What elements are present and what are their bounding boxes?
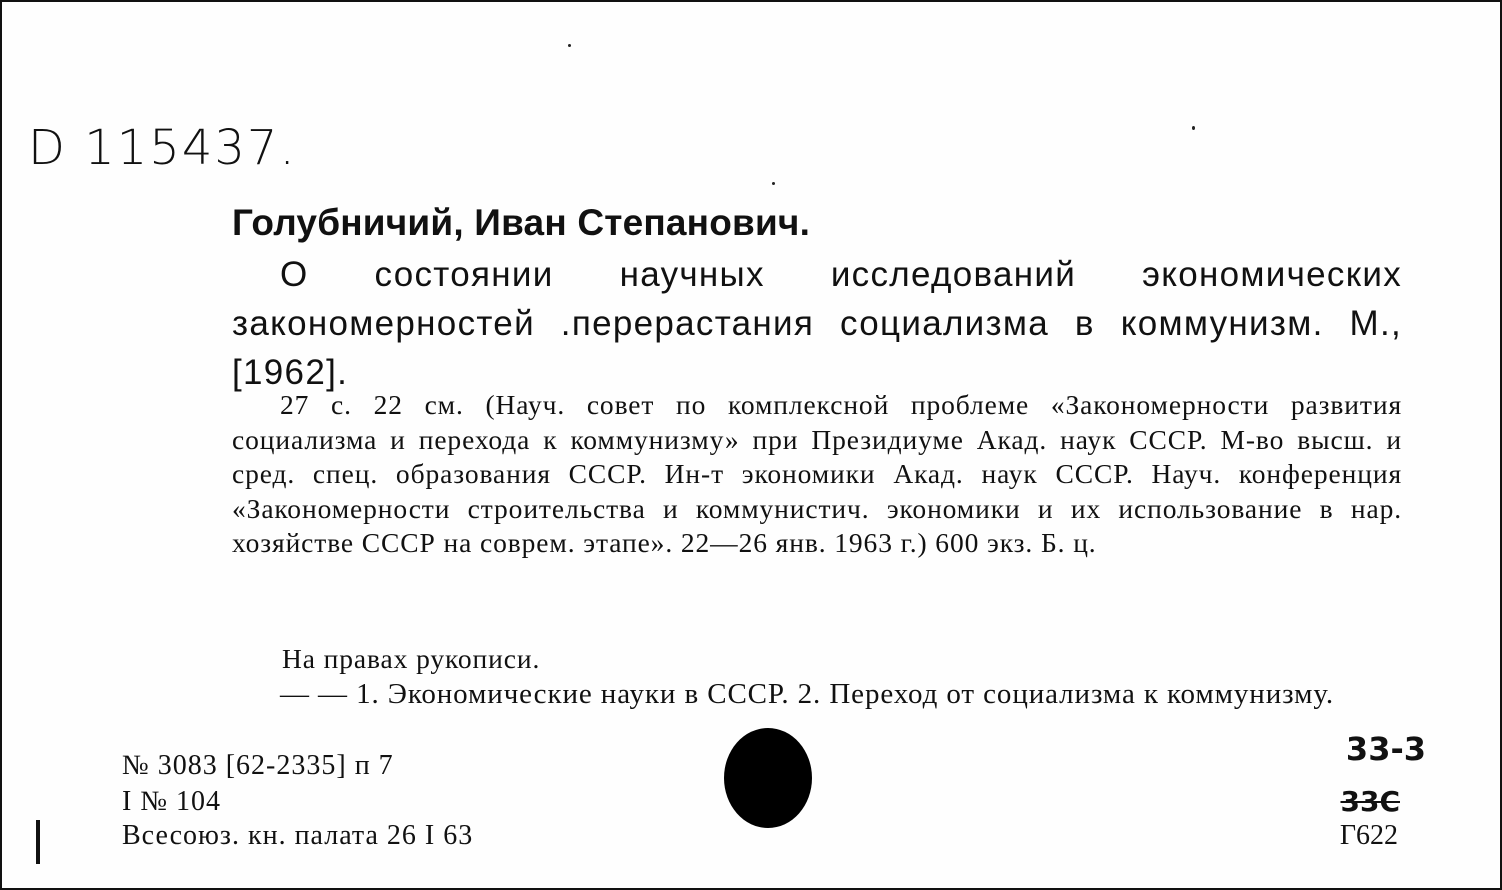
crossed-code: 33С bbox=[1340, 785, 1400, 818]
call-number: D 115437. bbox=[28, 120, 297, 176]
author-heading: Голубничий, Иван Степанович. bbox=[232, 202, 811, 243]
title-text: О состоянии научных исследований экономических закономерностей .перерастания социализма в коммунизм. М., [1962]. bbox=[232, 255, 1402, 392]
edge-mark bbox=[36, 820, 40, 864]
subject-headings: — — 1. Экономические науки в СССР. 2. Переход от социализма к коммунизму. bbox=[280, 678, 1334, 710]
record-number: № 3083 [62-2335] п 7 bbox=[122, 750, 394, 781]
punch-hole bbox=[724, 728, 812, 828]
handwritten-code: 33-3 bbox=[1345, 730, 1426, 768]
ink-speck bbox=[568, 44, 571, 47]
chamber-date: Всесоюз. кн. палата 26 I 63 bbox=[122, 820, 474, 851]
classification-code: Г622 bbox=[1339, 820, 1398, 851]
ink-speck bbox=[772, 182, 775, 185]
description-text: 27 с. 22 см. (Науч. совет по комплексной проблеме «Закономерности развития социализма и перехода к коммунизму» при Президиуме Акад. наук СССР. М-во высш. и сред. спец. образования СССР. Ин-т экономики Акад. наук СССР. Науч. конференция «Закономерности строительства и коммунистич. экономики и их использование в нар. хозяйстве СССР на соврем. этапе». 22—26 янв. 1963 г.) 600 экз. Б. ц. bbox=[232, 389, 1402, 559]
ink-speck bbox=[1192, 126, 1195, 130]
record-index: I № 104 bbox=[122, 786, 222, 817]
rights-note: На правах рукописи. bbox=[282, 643, 541, 674]
